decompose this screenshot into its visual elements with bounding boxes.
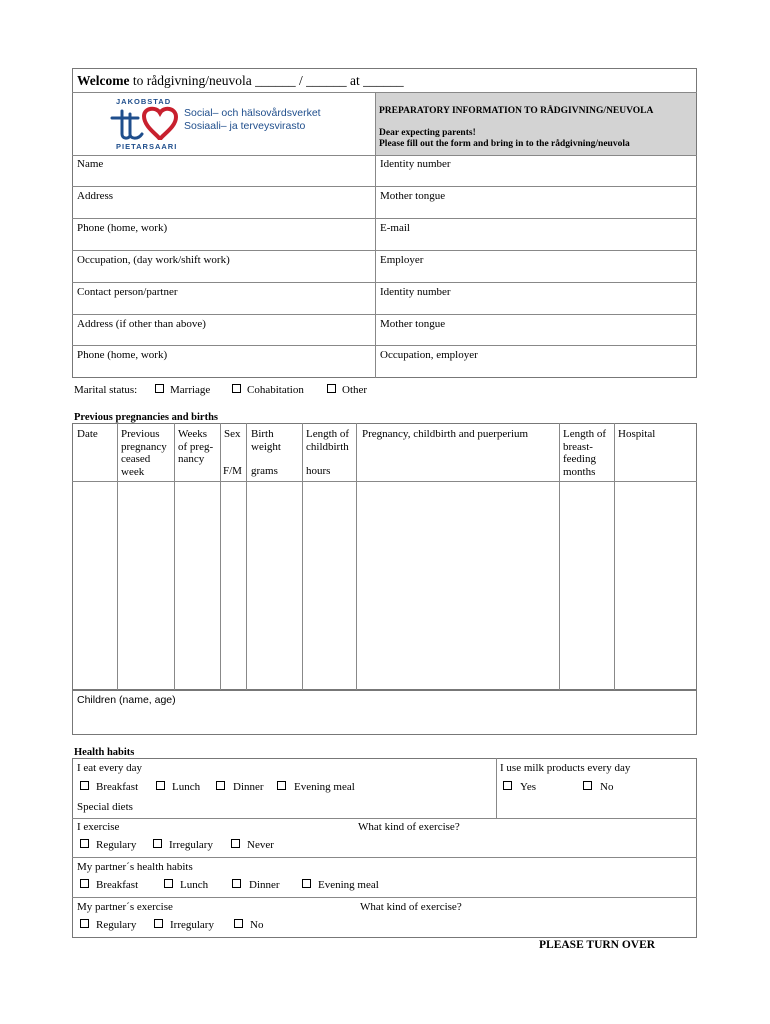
col-date: Date [77,428,98,440]
col-breastfeeding: Length of breast- feeding months [563,428,607,478]
col-divider [614,423,615,690]
row-line [72,250,697,251]
partner-exercise-irregulary-label: Irregulary [170,919,214,931]
health-row-line [72,818,697,819]
col-divider [246,423,247,690]
eat-breakfast-label: Breakfast [96,781,139,793]
partner-health-label: My partner´s health habits [77,861,193,873]
logo [106,94,346,154]
partner-breakfast-checkbox[interactable] [80,879,89,888]
col-hospital: Hospital [618,428,656,440]
col-divider [117,423,118,690]
partner-breakfast-label: Breakfast [96,879,139,891]
row-line [72,345,697,346]
row-line [72,186,697,187]
col-sex-unit: F/M [223,465,242,477]
eat-lunch-checkbox[interactable] [156,781,165,790]
partner-exercise-kind-field[interactable]: What kind of exercise? [360,901,462,913]
col-birth-weight-unit: grams [251,465,278,477]
info-panel [375,93,696,155]
marital-other-label: Other [342,384,368,396]
marital-cohabitation-label: Cohabitation [247,384,304,396]
children-label: Children (name, age) [77,694,176,706]
mother-tongue-field[interactable]: Mother tongue [380,190,446,202]
exercise-label: I exercise [77,821,120,833]
exercise-regulary-label: Regulary [96,839,137,851]
logo-top-text: JAKOBSTAD [116,97,172,106]
header-mid-divider [375,92,376,378]
pregnancies-title: Previous pregnancies and births [74,412,219,423]
partner-exercise-no-label: No [250,919,264,931]
col-length-childbirth-unit: hours [306,465,331,477]
col-divider [302,423,303,690]
milk-products-label: I use milk products every day [500,762,631,774]
partner-exercise-label: My partner´s exercise [77,901,173,913]
partner-lunch-label: Lunch [180,879,209,891]
address-field[interactable]: Address [77,190,114,202]
row-line [72,282,697,283]
marital-cohabitation-checkbox[interactable] [232,384,241,393]
logo-bottom-text: PIETARSAARI [116,142,178,151]
pregnancies-header-divider [72,481,697,482]
eat-evening-meal-label: Evening meal [294,781,355,793]
health-habits-title: Health habits [74,747,135,758]
marital-marriage-checkbox[interactable] [155,384,164,393]
col-weeks-of-pregnancy: Weeks of preg- nancy [178,428,214,465]
email-field[interactable]: E-mail [380,222,410,234]
phone-field[interactable]: Phone (home, work) [77,222,168,234]
exercise-regulary-checkbox[interactable] [80,839,89,848]
occupation-field[interactable]: Occupation, (day work/shift work) [77,254,230,266]
partner-evening-meal-label: Evening meal [318,879,379,891]
partner-occupation-field[interactable]: Occupation, employer [380,349,478,361]
partner-dinner-checkbox[interactable] [232,879,241,888]
milk-no-checkbox[interactable] [583,781,592,790]
milk-divider [496,758,497,818]
exercise-never-checkbox[interactable] [231,839,240,848]
row-line [72,314,697,315]
please-turn-over: PLEASE TURN OVER [539,939,656,951]
partner-mother-tongue-field[interactable]: Mother tongue [380,318,446,330]
marital-status-label: Marital status: [74,384,138,396]
exercise-kind-field[interactable]: What kind of exercise? [358,821,460,833]
partner-exercise-regulary-checkbox[interactable] [80,919,89,928]
logo-line2: Sosiaali– ja terveysvirasto [184,120,306,132]
exercise-irregulary-checkbox[interactable] [153,839,162,848]
contact-person-field[interactable]: Contact person/partner [77,286,178,298]
milk-yes-checkbox[interactable] [503,781,512,790]
special-diets-field[interactable]: Special diets [77,801,133,813]
eat-evening-meal-checkbox[interactable] [277,781,286,790]
info-panel-instruction: Please fill out the form and bring in to the rådgivning/neuvola [379,139,630,149]
exercise-never-label: Never [247,839,274,851]
eat-dinner-label: Dinner [233,781,264,793]
partner-exercise-regulary-label: Regulary [96,919,137,931]
employer-field[interactable]: Employer [380,254,424,266]
partner-exercise-no-checkbox[interactable] [234,919,243,928]
logo-heart-icon [108,106,178,144]
col-divider [559,423,560,690]
col-pregnancy-childbirth: Pregnancy, childbirth and puerperium [362,428,529,440]
partner-identity-field[interactable]: Identity number [380,286,451,298]
health-row-line [72,897,697,898]
milk-no-label: No [600,781,614,793]
col-sex: Sex [224,428,241,440]
row-line [72,218,697,219]
welcome-rest: to rådgivning/neuvola ______ / ______ at ______ [132,73,404,88]
eat-breakfast-checkbox[interactable] [80,781,89,790]
eat-lunch-label: Lunch [172,781,201,793]
partner-exercise-irregulary-checkbox[interactable] [154,919,163,928]
partner-phone-field[interactable]: Phone (home, work) [77,349,168,361]
partner-dinner-label: Dinner [249,879,280,891]
marital-other-checkbox[interactable] [327,384,336,393]
welcome-bold: Welcome [77,73,130,88]
row-line [72,155,697,156]
info-panel-greeting: Dear expecting parents! [379,128,476,138]
eat-dinner-checkbox[interactable] [216,781,225,790]
marital-marriage-label: Marriage [170,384,211,396]
partner-address-field[interactable]: Address (if other than above) [77,318,206,330]
welcome-line [77,73,404,89]
col-birth-weight: Birth weight [251,428,281,453]
health-row-line [72,857,697,858]
col-length-childbirth: Length of childbirth [306,428,350,453]
partner-evening-meal-checkbox[interactable] [302,879,311,888]
partner-lunch-checkbox[interactable] [164,879,173,888]
identity-number-field[interactable]: Identity number [380,158,451,170]
col-divider [220,423,221,690]
info-panel-title: PREPARATORY INFORMATION TO RÅDGIVNING/NEUVOLA [379,106,654,116]
col-previous-pregnancy: Previous pregnancy ceased week [121,428,167,478]
col-divider [174,423,175,690]
logo-line1: Social– och hälsovårdsverket [184,107,321,119]
exercise-irregulary-label: Irregulary [169,839,213,851]
eat-every-day-label: I eat every day [77,762,143,774]
name-field[interactable]: Name [77,158,104,170]
col-divider [356,423,357,690]
milk-yes-label: Yes [520,781,537,793]
